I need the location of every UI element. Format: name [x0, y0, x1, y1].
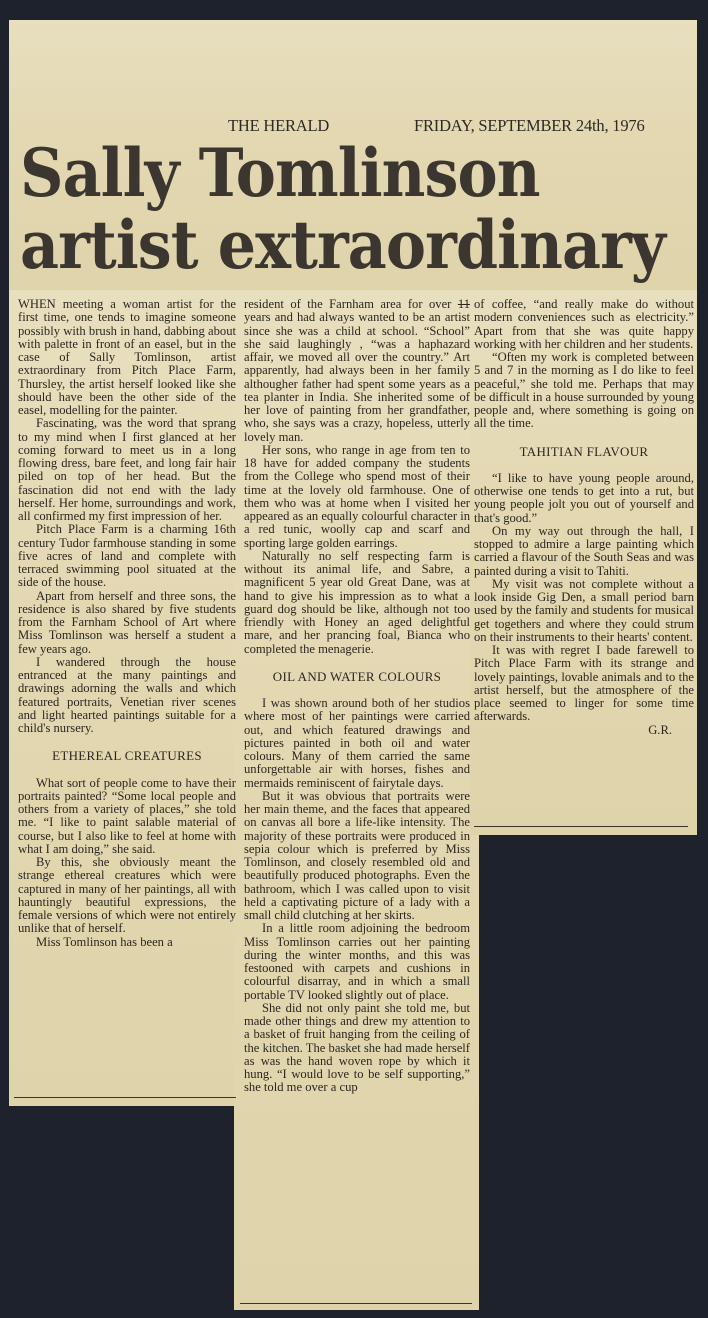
paragraph: “I like to have young people around, otherwise one tends to get into a rut, but young people jolt you out of yourself and that's good.” — [474, 470, 694, 525]
paragraph: In a little room adjoining the bedroom Miss Tomlinson carries out her painting during the winter months, and this was festooned with carpets and cushions in colourful disarray, and in which a small portable TV looked slightly out of place. — [244, 921, 470, 1002]
paragraph: But it was obvious that portraits were her main theme, and the faces that appeared on canvas all bore a life-like intensity. The majority of these portraits were produced in sepia colour which is preferred by Miss Tomlinson, and closely resembled old and beautifully produced photographs. Even the bathroom, which I was called upon to visit held a captivating picture of a lady with a small child clutching at her skirts. — [244, 788, 470, 922]
newspaper-name: THE HERALD — [228, 116, 330, 135]
subheading: OIL AND WATER COLOURS — [272, 668, 442, 684]
paragraph: “Often my work is completed between 5 and 7 in the morning as I do like to feel peaceful,” she told me. Perhaps that may be difficult in a house surrounded by young people and, where something is going on all the time. — [474, 350, 694, 431]
paragraph: I was shown around both of her studios where most of her paintings were carried out, and which featured drawings and pictures painted in both oil and water colours. Many of them carried the same unforgettable air with horses, fishes and mermaids reminiscent of fairytale days. — [244, 696, 470, 790]
column-end-rule — [14, 1097, 236, 1098]
struck-text: 11 — [457, 297, 470, 311]
article-column-2 — [244, 298, 470, 1095]
subheading: ETHEREAL CREATURES — [52, 748, 202, 764]
paragraph: Her sons, who range in age from ten to 18 have for added company the students from the College who spend most of their time at the lovely old farmhouse. One of them who was at home when I visited her appeared as an equally colourful character in a red tunic, woolly cap and scarf and sporting large golden earrings. — [244, 442, 470, 550]
subheading: TAHITIAN FLAVOUR — [519, 443, 649, 459]
paragraph: What sort of people come to have their portraits painted? “Some local people and others from a variety of places,” she told me. “I like to paint salable material of course, but I also like to feel at home with what I am doing,” she said. — [18, 775, 236, 856]
paragraph: She did not only paint she told me, but made other things and drew my attention to a basket of fruit hanging from the ceiling of the kitchen. The basket she had made herself as was the hand woven rope by which it hung. “I would love to be self supporting,” she told me over a cup — [244, 1000, 470, 1095]
paragraph: of coffee, “and really make do without modern conveniences such as electricity.” Apart from that she was quite happy working with her children and her students. — [474, 297, 694, 351]
paragraph: Naturally no self respecting farm is without its animal life, and Sabre, a magnificent 5 year old Great Dane, was at hand to give his impression as to what a guard dog should be like, although not too friendly with Honey an aged delightful mare, and her prancing foal, Bianca who completed the menagerie. — [244, 548, 470, 656]
paragraph: On my way out through the hall, I stopped to admire a large painting which carried a flavour of the South Seas and was painted during a visit to Tahiti. — [474, 523, 694, 578]
paragraph: My visit was not complete without a look inside Gig Den, a small period barn used by the family and students for musical get togethers and where they could strum on their instruments to their hearts' content. — [474, 576, 694, 644]
paragraph: Apart from herself and three sons, the residence is also shared by five students from the Farnham School of Art where Miss Tomlinson was herself a student a few years ago. — [18, 588, 236, 656]
article-column-3 — [474, 298, 694, 737]
column-end-rule — [474, 826, 688, 827]
text: resident of the Farnham area for over — [244, 297, 452, 311]
paragraph — [244, 298, 470, 444]
headline-line-1: Sally Tomlinson — [20, 134, 540, 212]
paragraph: Pitch Place Farm is a charming 16th century Tudor farmhouse standing in some five acres of land and complete with terraced swimming pool situated at the side of the house. — [18, 522, 236, 590]
paragraph: It was with regret I bade farewell to Pitch Place Farm with its strange and lovely paintings, lovable animals and to the artist herself, but the atmosphere of the place seemed to linger for some time afterwards. — [474, 643, 694, 724]
text: years and had always wanted to be an artist since she was a child at school. “School” she said laughingly , “was a haphazard affair, we moved all over the country.” Art apparently, had always been in her family althougher father had spent some years as a tea planter in India. She inherited some of her love of painting from her grandfather, who, she says was a crazy, hopeless, utterly lovely man. — [244, 310, 470, 444]
publication-date: FRIDAY, SEPTEMBER 24th, 1976 — [414, 116, 645, 135]
headline-line-2: artist extraordinary — [20, 206, 665, 284]
paragraph: WHEN meeting a woman artist for the first time, one tends to imagine someone possibly with brush in hand, dabbing about with palette in front of an easel, but in the case of Sally Tomlinson, artist extraordinary from Pitch Place Farm, Thursley, the artist herself looked like she should have been the other side of the easel, modelling for the painter. — [18, 297, 236, 417]
paragraph: Miss Tomlinson has been a — [36, 934, 173, 949]
paragraph: By this, she obviously meant the strange ethereal creatures which were captured in many of her paintings, all with hauntingly beautiful expressions, the female versions of which were not entirely unlike that of herself. — [18, 855, 236, 936]
author-signature: G.R. — [648, 722, 672, 737]
paragraph: Fascinating, was the word that sprang to my mind when I first glanced at her coming forward to meet us in a long flowing dress, bare feet, and long fair hair piled on top of her head. But the fascination did not end with the lady herself. Her home, surroundings and work, all confirmed my first impression of her. — [18, 416, 236, 523]
paragraph: I wandered through the house entranced at the many paintings and drawings adorning the walls and which featured portraits, Venetian river scenes and light hearted paintings suitable for a child's nursery. — [18, 654, 236, 735]
column-end-rule — [240, 1303, 472, 1304]
article-column-1 — [18, 298, 236, 949]
